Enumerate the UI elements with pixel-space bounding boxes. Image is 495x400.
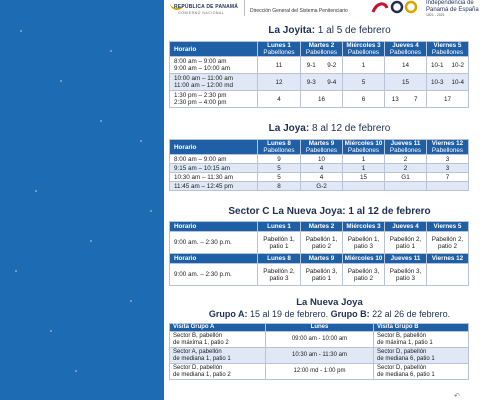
table-cell: 16 xyxy=(301,91,343,108)
document-header xyxy=(164,0,495,20)
section2-title xyxy=(164,123,495,134)
table-cell: 4 xyxy=(301,173,343,182)
table-cell: 4 xyxy=(258,91,301,108)
time-cell: 10:30 am - 11:30 am xyxy=(266,348,374,364)
table-row xyxy=(170,173,469,182)
table-cell: 2 xyxy=(385,155,427,164)
la-joya-table xyxy=(169,139,469,191)
curved-arrow-icon: ↶ xyxy=(454,393,460,400)
nueva-joya-groups-table xyxy=(169,323,469,380)
independencia-line-1: Independencia de xyxy=(426,0,474,6)
time-cell: 10:00 am – 11:00 am 11:00 am – 12:00 md xyxy=(170,74,258,91)
col-horario: Horario xyxy=(170,140,258,155)
table-row xyxy=(170,91,469,108)
time-cell: 11:45 am – 12:45 pm xyxy=(170,182,258,191)
table-cell: 5 xyxy=(258,173,301,182)
col-day: Lunes 8 Pabellones xyxy=(258,140,301,155)
table-cell: 3 xyxy=(427,155,469,164)
table-header-row xyxy=(170,254,469,264)
grupo-b-label: Grupo B: xyxy=(328,309,370,319)
time-cell: 10:30 am – 11:30 am xyxy=(170,173,258,182)
time-cell: 1:30 pm – 2:30 pm 2:30 pm – 4:00 pm xyxy=(170,91,258,108)
table-cell: 9 xyxy=(258,155,301,164)
table-cell: Sector D, pabellón de mediana 6, patio 1 xyxy=(374,348,469,364)
table-header-row xyxy=(170,42,469,57)
table-cell: 3 xyxy=(427,164,469,173)
table-cell: 9-3 9-4 xyxy=(301,74,343,91)
table-cell xyxy=(427,182,469,191)
table-cell: G1 xyxy=(385,173,427,182)
table-cell xyxy=(427,264,469,286)
schedule-document xyxy=(164,0,495,400)
section1-title-bold: La Joyita: xyxy=(268,25,316,36)
table-cell: Pabellón 2, patio 2 xyxy=(427,232,469,254)
table-cell: 4 xyxy=(301,164,343,173)
col-day: Martes 2 xyxy=(301,222,343,232)
table-cell: Pabellón 1, patio 1 xyxy=(258,232,301,254)
col-day: Miércoles 10 Pabellones xyxy=(343,140,385,155)
time-cell: 9:00 am. – 2:30 p.m. xyxy=(170,232,258,254)
col-day: Lunes 1 xyxy=(258,222,301,232)
time-cell: 12:00 md - 1:00 pm xyxy=(266,364,374,380)
col-day: Miércoles 3 Pabellones xyxy=(343,42,385,57)
section3-title: Sector C La Nueva Joya: 1 al 12 de febrero xyxy=(228,206,431,217)
table-row xyxy=(170,57,469,74)
col-day: Jueves 11 Pabellones xyxy=(385,140,427,155)
section1-title-dates: 1 al 5 de febrero xyxy=(315,25,391,36)
col-horario: Horario xyxy=(170,42,258,57)
table-cell: Pabellón 3, patio 3 xyxy=(385,264,427,286)
table-cell: 11 xyxy=(258,57,301,74)
table-cell: G-2 xyxy=(301,182,343,191)
table-cell: 14 xyxy=(385,57,427,74)
time-cell: 8:00 am – 9:00 am xyxy=(170,155,258,164)
col-day: Lunes 1 Pabellones xyxy=(258,42,301,57)
col-lunes: Lunes xyxy=(266,324,374,332)
table-cell: 5 xyxy=(258,164,301,173)
col-day: Martes 9 xyxy=(301,254,343,264)
col-grupo-b: Visita Grupo B xyxy=(374,324,469,332)
time-cell: 9:00 am. – 2:30 p.m. xyxy=(170,264,258,286)
table-cell: 10 xyxy=(301,155,343,164)
table-cell: Sector B, pabellón de máxima 1, patio 2 xyxy=(170,332,266,348)
table-row xyxy=(170,164,469,173)
table-cell: 15 xyxy=(343,173,385,182)
table-cell: Sector D, pabellón de mediana 6, patio 1 xyxy=(374,364,469,380)
col-grupo-a: Visita Grupo A xyxy=(170,324,266,332)
table-row xyxy=(170,332,469,348)
table-cell: 9-1 9-2 xyxy=(301,57,343,74)
table-cell xyxy=(343,182,385,191)
independencia-line-2: Panamá de España xyxy=(426,6,479,13)
table-cell xyxy=(385,182,427,191)
col-day: Miércoles 3 xyxy=(343,222,385,232)
table-cell: 15 xyxy=(385,74,427,91)
table-row xyxy=(170,232,469,254)
table-cell: 10-1 10-2 xyxy=(427,57,469,74)
table-cell: 13 7 xyxy=(385,91,427,108)
table-cell: Sector B, pabellón de máxima 1, patio 1 xyxy=(374,332,469,348)
table-cell: 12 xyxy=(258,74,301,91)
groups-line xyxy=(164,309,495,319)
table-cell: 7 xyxy=(427,173,469,182)
col-day: Lunes 8 xyxy=(258,254,301,264)
table-row xyxy=(170,182,469,191)
table-cell: 6 xyxy=(343,91,385,108)
table-row xyxy=(170,74,469,91)
col-day: Viernes 12 xyxy=(427,254,469,264)
col-day: Viernes 5 xyxy=(427,222,469,232)
table-row xyxy=(170,155,469,164)
table-cell: Pabellón 3, patio 2 xyxy=(343,264,385,286)
time-cell: 09:00 am - 10:00 am xyxy=(266,332,374,348)
decorative-blue-panel xyxy=(0,0,164,400)
table-cell: 17 xyxy=(427,91,469,108)
gobierno-label: GOBIERNO NACIONAL xyxy=(178,11,225,15)
table-header-row xyxy=(170,140,469,155)
table-row xyxy=(170,348,469,364)
table-cell: Pabellón 2, patio 3 xyxy=(258,264,301,286)
table-cell: 1 xyxy=(343,57,385,74)
table-cell: Pabellón 1, patio 3 xyxy=(343,232,385,254)
bicentennial-logo-icon xyxy=(371,0,423,14)
grupo-b-dates: 22 al 26 de febrero. xyxy=(369,309,451,319)
col-day: Martes 9 Pabellones xyxy=(301,140,343,155)
header-divider xyxy=(244,0,245,16)
table-cell: Sector A, pabellón de mediana 1, patio 1 xyxy=(170,348,266,364)
table-row xyxy=(170,264,469,286)
col-horario: Horario xyxy=(170,222,258,232)
section2-title-dates: 8 al 12 de febrero xyxy=(309,123,391,134)
table-cell: 1 xyxy=(343,155,385,164)
col-day: Viernes 12 Pabellones xyxy=(427,140,469,155)
grupo-a-label: Grupo A: xyxy=(208,309,248,319)
table-cell: Pabellón 3, patio 1 xyxy=(301,264,343,286)
table-cell: 2 xyxy=(385,164,427,173)
section1-title xyxy=(164,25,495,36)
table-row xyxy=(170,364,469,380)
table-cell: 10-3 10-4 xyxy=(427,74,469,91)
col-day: Jueves 11 xyxy=(385,254,427,264)
republic-label: REPÚBLICA DE PANAMÁ xyxy=(174,4,239,10)
section2-title-bold: La Joya: xyxy=(268,123,310,134)
table-cell: 1 xyxy=(343,164,385,173)
time-cell: 8:00 am – 9:00 am 9:00 am – 10:00 am xyxy=(170,57,258,74)
col-day: Martes 2 Pabellones xyxy=(301,42,343,57)
la-joyita-table xyxy=(169,41,469,108)
col-day: Miércoles 10 xyxy=(343,254,385,264)
section4-title: La Nueva Joya xyxy=(296,297,363,308)
table-cell: Sector D, pabellón de mediana 1, patio 2 xyxy=(170,364,266,380)
table-cell: Pabellón 2, patio 1 xyxy=(385,232,427,254)
independencia-label xyxy=(426,0,479,13)
time-cell: 9:15 am – 10:15 am xyxy=(170,164,258,173)
table-cell: 8 xyxy=(258,182,301,191)
table-cell: Pabellón 1, patio 2 xyxy=(301,232,343,254)
years-label: 1821 - 2021 xyxy=(426,13,445,17)
sector-c-table xyxy=(169,221,469,286)
col-day: Jueves 4 Pabellones xyxy=(385,42,427,57)
direccion-label: Dirección General del Sistema Penitenciario xyxy=(250,8,348,14)
table-header-row xyxy=(170,222,469,232)
col-day: Viernes 5 Pabellones xyxy=(427,42,469,57)
col-horario: Horario xyxy=(170,254,258,264)
table-cell: 5 xyxy=(343,74,385,91)
col-day: Jueves 4 xyxy=(385,222,427,232)
table-header-row xyxy=(170,324,469,332)
grupo-a-dates: 15 al 19 de febrero. xyxy=(247,309,329,319)
